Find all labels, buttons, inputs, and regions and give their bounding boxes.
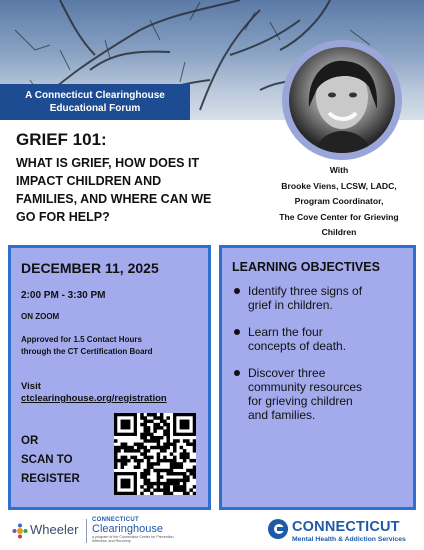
scan-instruction <box>21 432 80 489</box>
presenter-line: The Cove Center for Grieving <box>279 211 399 222</box>
registration-link[interactable]: ctclearinghouse.org/registration <box>21 393 167 404</box>
objective-line: Identify three signs of <box>248 284 363 298</box>
objective-item <box>232 284 412 312</box>
subtitle-line: WHAT IS GRIEF, HOW DOES IT <box>16 156 200 170</box>
subtitle-line: GO FOR HELP? <box>16 210 110 224</box>
objective-line: community resources <box>248 380 363 394</box>
approval-line: Approved for 1.5 Contact Hours <box>21 335 142 344</box>
sponsor-footer <box>0 513 424 550</box>
footer-divider <box>86 519 87 543</box>
qr-code-image <box>114 413 196 495</box>
objective-line: concepts of death. <box>248 339 347 353</box>
objective-item <box>232 325 412 353</box>
visit-label: Visit <box>21 381 41 392</box>
objective-line: Learn the four <box>248 325 323 339</box>
bullet-icon <box>234 370 240 376</box>
learning-objectives-panel <box>219 245 416 510</box>
presenter-info <box>256 163 422 241</box>
approval-note <box>21 334 209 358</box>
forum-line-1: A Connecticut Clearinghouse <box>25 90 165 101</box>
clearinghouse-tagline: a program of the Connecticut Center for Prevention, Wellness, and Recovery <box>92 535 175 543</box>
objectives-list <box>232 284 412 435</box>
objective-line: Discover three <box>248 366 326 380</box>
title-main: GRIEF 101: <box>16 130 107 149</box>
event-location: ON ZOOM <box>21 312 60 321</box>
scan-line: SCAN TO <box>21 454 73 466</box>
objective-line: grief in children. <box>248 298 333 312</box>
title-subtitle <box>16 154 276 226</box>
forum-banner <box>0 84 190 120</box>
scan-line: OR <box>21 435 39 447</box>
bullet-icon <box>234 329 240 335</box>
clearinghouse-state: CONNECTICUT <box>92 517 139 523</box>
objective-item <box>232 366 412 422</box>
event-time: 2:00 PM - 3:30 PM <box>21 290 106 301</box>
ct-c-icon <box>268 519 288 539</box>
objectives-heading: LEARNING OBJECTIVES <box>232 260 380 274</box>
forum-line-2: Educational Forum <box>49 103 141 114</box>
approval-line: through the CT Certification Board <box>21 347 153 356</box>
wheeler-name: Wheeler <box>30 522 79 537</box>
presenter-silhouette <box>289 47 395 153</box>
wheeler-mark-icon <box>12 523 28 539</box>
event-date: DECEMBER 11, 2025 <box>21 260 159 276</box>
presenter-line: Children <box>321 227 357 237</box>
clearinghouse-name: Clearinghouse <box>92 523 163 535</box>
event-details-panel <box>8 245 211 510</box>
subtitle-line: FAMILIES, AND WHERE CAN WE <box>16 192 212 206</box>
presenter-line: Brooke Viens, LCSW, LADC, <box>281 180 397 191</box>
event-title <box>16 130 276 226</box>
dmhas-state: CONNECTICUT <box>292 519 400 535</box>
subtitle-line: IMPACT CHILDREN AND <box>16 174 162 188</box>
scan-line: REGISTER <box>21 473 80 485</box>
qr-code[interactable] <box>114 413 196 495</box>
dmhas-department: Mental Health & Addiction Services <box>292 536 406 543</box>
objective-line: for grieving children <box>248 394 353 408</box>
objective-line: and families. <box>248 408 316 422</box>
presenter-line: Program Coordinator, <box>294 196 384 206</box>
presenter-line: With <box>329 165 349 175</box>
registration-info <box>21 381 167 405</box>
bullet-icon <box>234 288 240 294</box>
presenter-photo <box>289 47 395 153</box>
clearinghouse-logo <box>92 517 182 543</box>
